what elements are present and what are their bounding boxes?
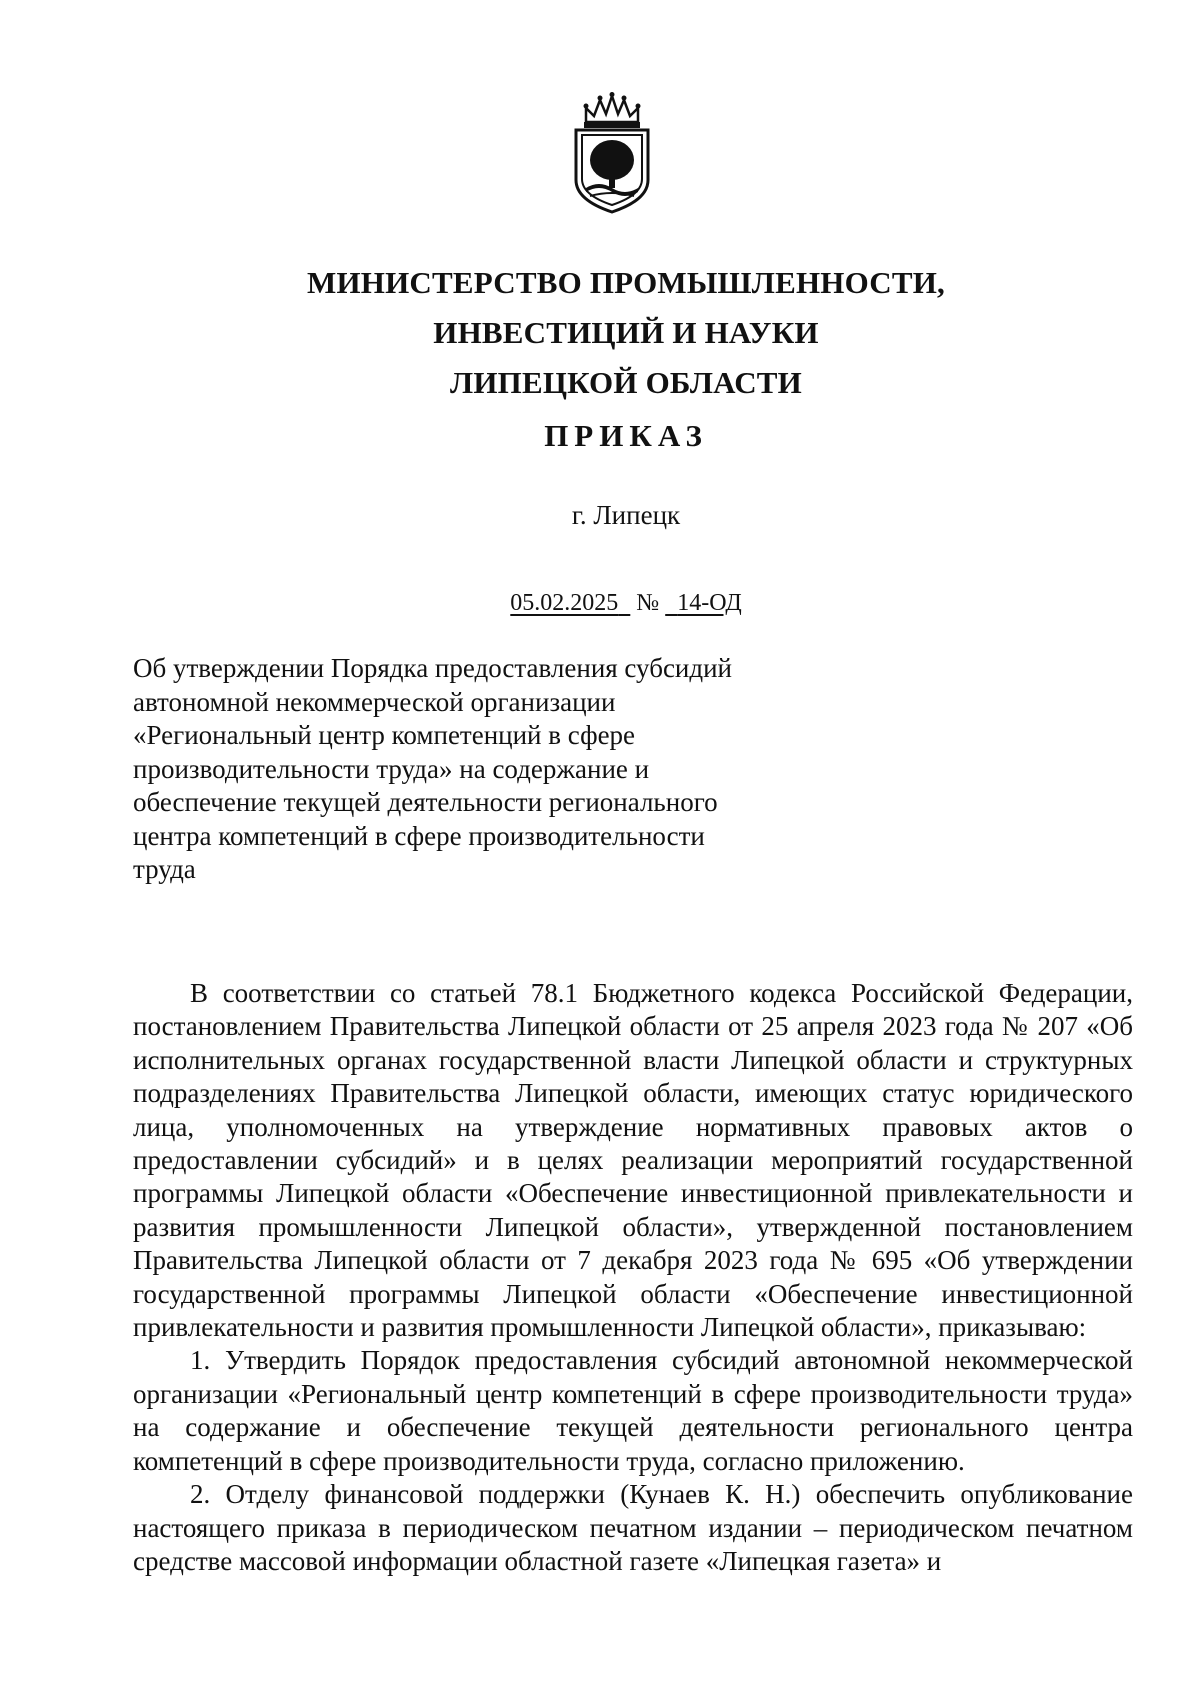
subject-line: обеспечение текущей деятельности регионального xyxy=(133,787,718,817)
order-body xyxy=(133,977,1133,1578)
subject-line: труда xyxy=(133,854,196,884)
order-date: 05.02.2025 xyxy=(510,590,619,616)
preamble-paragraph: В соответствии со статьей 78.1 Бюджетного кодекса Российской Федерации, постановлением Правительства Липецкой области от 25 апреля 2023 года № 207 «Об исполнительных органах государственной власти Липецкой области и структурных подразделениях Правительства Липецкой области, имеющих статус юридического лица, уполномоченных на утверждение нормативных правовых актов о предоставлении субсидий» и в целях реализации мероприятий государственной программы Липецкой области «Обеспечение инвестиционной привлекательности и развития промышленности Липецкой области», утвержденной постановлением Правительства Липецкой области от 7 декабря 2023 года № 695 «Об утверждении государственной программы Липецкой области «Обеспечение инвестиционной привлекательности и развития промышленности Липецкой области», приказываю: xyxy=(133,978,1133,1343)
ministry-name-line-1: МИНИСТЕРСТВО ПРОМЫШЛЕННОСТИ, xyxy=(307,265,945,300)
ministry-name-line-3: ЛИПЕЦКОЙ ОБЛАСТИ xyxy=(450,365,802,400)
item-1-paragraph: 1. Утвердить Порядок предоставления субсидий автономной некоммерческой организации «Региональный центр компетенций в сфере производительности труда» на содержание и обеспечение текущей деятельности регионального центра компетенций в сфере производительности труда, согласно приложению. xyxy=(133,1345,1133,1476)
subject-line: Об утверждении Порядка предоставления субсидий xyxy=(133,653,733,683)
subject-line: производительности труда» на содержание и xyxy=(133,753,650,784)
order-subject xyxy=(133,652,783,887)
subject-line: центра компетенций в сфере производительности xyxy=(133,820,705,851)
order-number-sign: № xyxy=(636,590,660,616)
subject-line: автономной некоммерческой организации xyxy=(133,686,616,717)
order-number: 14-ОД xyxy=(677,590,742,616)
order-date-number xyxy=(0,590,1200,617)
subject-line: «Региональный центр компетенций в сфере xyxy=(133,720,636,750)
document-type-title: ПРИКАЗ xyxy=(544,418,708,453)
coat-of-arms-icon xyxy=(572,92,652,214)
item-2-paragraph: 2. Отделу финансовой поддержки (Кунаев К. Н.) обеспечить опубликование настоящего приказа в периодическом печатном издании – периодическом печатном средстве массовой информации областной газете «Липецкая газета» и xyxy=(133,1479,1133,1576)
ministry-name-line-2: ИНВЕСТИЦИЙ И НАУКИ xyxy=(433,315,819,350)
city-line: г. Липецк xyxy=(571,500,681,530)
ministry-name xyxy=(0,258,1200,408)
